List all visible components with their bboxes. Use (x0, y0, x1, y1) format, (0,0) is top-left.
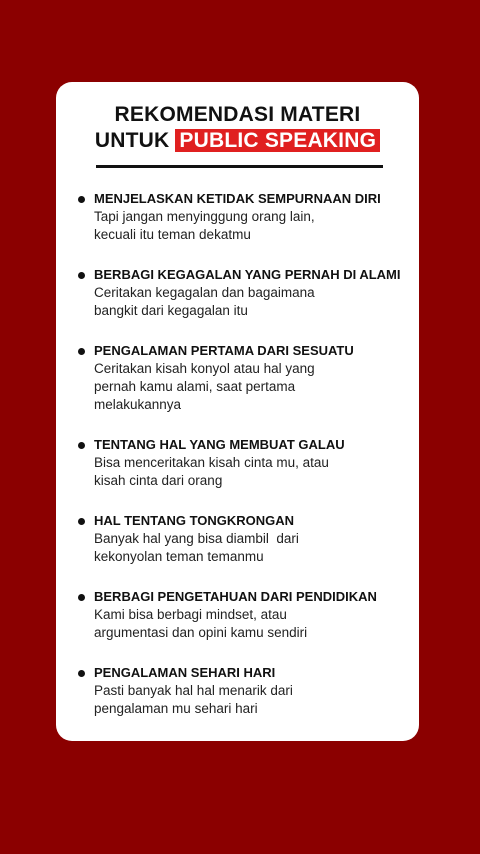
list-item (78, 266, 401, 320)
title-highlight: PUBLIC SPEAKING (175, 129, 380, 152)
item-description (94, 454, 397, 490)
content-card (56, 82, 419, 741)
item-description-line: Tapi jangan menyinggung orang lain, (94, 209, 315, 224)
item-description (94, 208, 397, 244)
bullet-icon (78, 272, 85, 279)
bullet-icon (78, 196, 85, 203)
bullet-icon (78, 670, 85, 677)
item-description-line: kecuali itu teman dekatmu (94, 227, 251, 242)
item-description-line: argumentasi dan opini kamu sendiri (94, 625, 308, 640)
list-item (78, 664, 397, 718)
item-description-line: Ceritakan kegagalan dan bagaimana (94, 285, 315, 300)
item-description-line: kekonyolan teman temanmu (94, 549, 264, 564)
list-item (78, 190, 397, 244)
item-title: TENTANG HAL YANG MEMBUAT GALAU (94, 437, 345, 452)
item-description (94, 606, 397, 642)
item-title: PENGALAMAN SEHARI HARI (94, 665, 276, 680)
item-title: PENGALAMAN PERTAMA DARI SESUATU (94, 343, 354, 358)
item-description-line: melakukannya (94, 397, 182, 412)
list-item (78, 342, 397, 414)
item-description-line: kisah cinta dari orang (94, 473, 223, 488)
title-line-2 (78, 128, 397, 154)
list-item (78, 512, 397, 566)
item-title: HAL TENTANG TONGKRONGAN (94, 513, 295, 528)
item-title: MENJELASKAN KETIDAK SEMPURNAAN DIRI (94, 191, 381, 206)
bullet-icon (78, 348, 85, 355)
title-line-1: REKOMENDASI MATERI (114, 103, 361, 126)
item-description-line: Bisa menceritakan kisah cinta mu, atau (94, 455, 329, 470)
item-description (94, 360, 397, 414)
item-description-line: Kami bisa berbagi mindset, atau (94, 607, 287, 622)
bullet-icon (78, 594, 85, 601)
list-item (78, 436, 397, 490)
bullet-icon (78, 518, 85, 525)
item-description-line: Ceritakan kisah konyol atau hal yang (94, 361, 315, 376)
topic-list (78, 190, 401, 718)
item-title: BERBAGI PENGETAHUAN DARI PENDIDIKAN (94, 589, 377, 604)
item-title: BERBAGI KEGAGALAN YANG PERNAH DI ALAMI (94, 267, 401, 282)
bullet-icon (78, 442, 85, 449)
item-description (94, 530, 397, 566)
item-description-line: Banyak hal yang bisa diambil dari (94, 531, 299, 546)
page-title (78, 102, 397, 154)
item-description (94, 682, 397, 718)
item-description-line: Pasti banyak hal hal menarik dari (94, 683, 293, 698)
title-divider (96, 165, 383, 168)
item-description-line: pengalaman mu sehari hari (94, 701, 258, 716)
list-item (78, 588, 397, 642)
title-prefix: UNTUK (94, 129, 170, 152)
item-description-line: pernah kamu alami, saat pertama (94, 379, 296, 394)
item-description (94, 284, 397, 320)
item-description-line: bangkit dari kegagalan itu (94, 303, 248, 318)
